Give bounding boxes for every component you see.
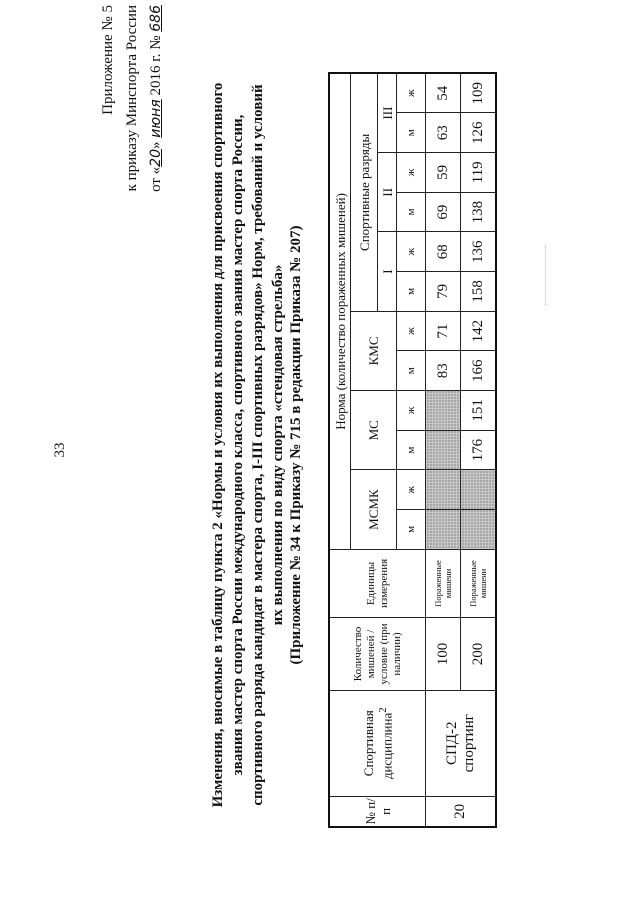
date-mid: » [148, 141, 164, 149]
cell-unit: Пораженные мишени [461, 549, 497, 617]
header-msmk: МСМК [351, 470, 397, 549]
header-kms: КМС [351, 311, 397, 390]
cell-r1-male: 79 [426, 272, 461, 312]
header-r1-male: м [397, 272, 426, 312]
appendix-title: Приложение № 5 [100, 5, 116, 115]
cell-r2-female: 119 [461, 153, 497, 193]
date-prefix: от « [148, 166, 164, 192]
appendix-block [96, 5, 168, 265]
cell-r3-female: 109 [461, 73, 497, 113]
cell-r3-female: 54 [426, 73, 461, 113]
cell-r1-female: 136 [461, 232, 497, 272]
cell-r2-male: 69 [426, 192, 461, 232]
cell-ms-female [426, 391, 461, 431]
appendix-date-line [144, 5, 168, 265]
cell-kms-male: 83 [426, 351, 461, 391]
header-row-1 [329, 73, 351, 827]
table-row [426, 73, 461, 827]
cell-r2-female: 59 [426, 153, 461, 193]
handwritten-month: июня [148, 99, 164, 138]
cell-kms-female: 71 [426, 311, 461, 351]
header-count: Количество мишеней / условие (при наличии) [329, 618, 426, 691]
header-ms: МС [351, 391, 397, 470]
cell-ms-male: 176 [461, 430, 497, 470]
document-subtitle: (Приложение № 34 к Приказу № 715 в редакции Приказа № 207) [288, 225, 304, 665]
header-r1-female: ж [397, 232, 426, 272]
header-discipline [329, 690, 426, 796]
header-kms-female: ж [397, 311, 426, 351]
cell-msmk-female [426, 470, 461, 510]
header-discipline-text: Спортивная дисциплина [360, 710, 395, 780]
cell-ms-male [426, 430, 461, 470]
scan-margin-mark [545, 245, 546, 305]
header-rank-1: I [378, 232, 397, 311]
header-msmk-female: ж [397, 470, 426, 510]
header-r3-male: м [397, 113, 426, 153]
cell-no: 20 [426, 796, 497, 827]
header-ms-male: м [397, 430, 426, 470]
handwritten-day: 20 [148, 148, 164, 167]
header-norm: Норма (количество пораженных мишеней) [329, 73, 351, 549]
header-ranks: Спортивные разряды [351, 73, 378, 311]
cell-discipline: СПД-2 спортинг [426, 690, 497, 796]
appendix-order: к приказу Минспорта России [124, 5, 140, 192]
cell-ms-female: 151 [461, 391, 497, 431]
cell-r1-female: 68 [426, 232, 461, 272]
header-unit: Единицы измерения [329, 549, 426, 617]
header-no: № п/п [329, 796, 426, 827]
header-ms-female: ж [397, 391, 426, 431]
cell-kms-female: 142 [461, 311, 497, 351]
cell-msmk-male [426, 510, 461, 550]
handwritten-order-number: 686 [148, 5, 164, 32]
document-title: Изменения, вносимые в таблицу пункта 2 «Нормы и условия их выполнения для присвоения спортивного звания мастер спорта России международного класса, спортивного звания мастер спорта России, спортивного разряда кандидат в мастера спорта, I-III спортивных разрядов» Норм, требований и условий их выполнения по виду спорта «стендовая стрельба» [210, 82, 286, 808]
header-kms-male: м [397, 351, 426, 391]
cell-kms-male: 166 [461, 351, 497, 391]
date-year: 2016 г. № [148, 35, 164, 96]
header-r2-male: м [397, 192, 426, 232]
header-rank-3: III [378, 73, 397, 153]
cell-r3-male: 126 [461, 113, 497, 153]
header-rank-2: II [378, 153, 397, 232]
header-msmk-male: м [397, 510, 426, 550]
norms-table [328, 72, 497, 828]
cell-r3-male: 63 [426, 113, 461, 153]
cell-r2-male: 138 [461, 192, 497, 232]
cell-r1-male: 158 [461, 272, 497, 312]
header-r2-female: ж [397, 153, 426, 193]
header-r3-female: ж [397, 73, 426, 113]
cell-msmk-female [461, 470, 497, 510]
cell-msmk-male [461, 510, 497, 550]
cell-unit: Пораженные мишени [426, 549, 461, 617]
cell-count: 200 [461, 618, 497, 691]
page-number: 33 [52, 442, 68, 458]
cell-count: 100 [426, 618, 461, 691]
header-discipline-footnote: 2 [376, 707, 389, 713]
